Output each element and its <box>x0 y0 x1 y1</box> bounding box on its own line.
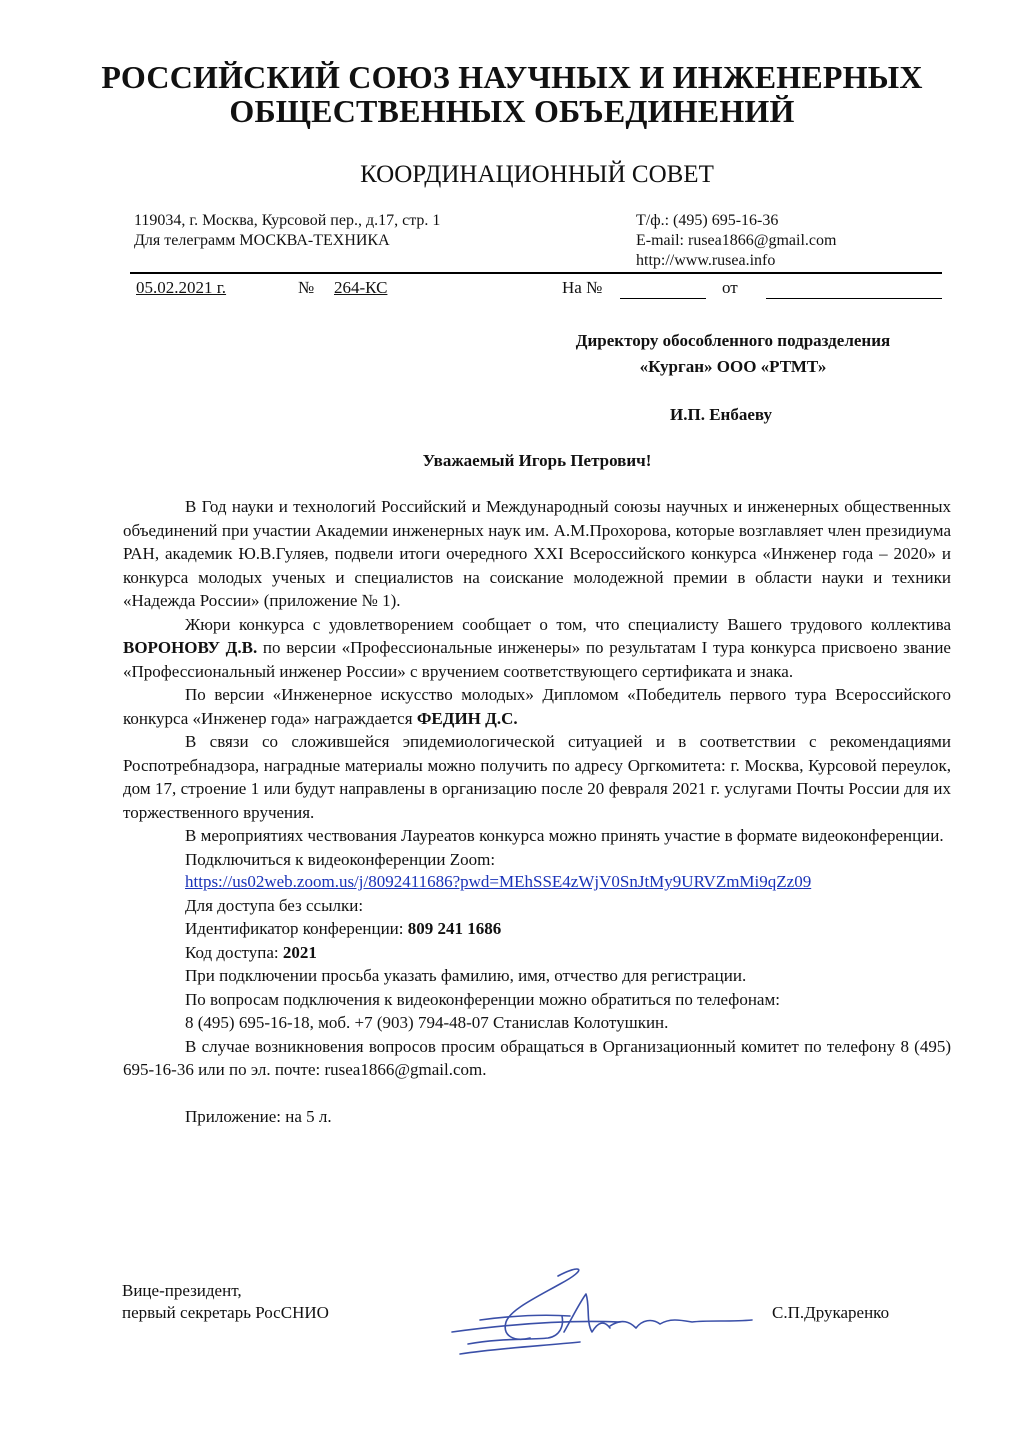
paragraph-videoconference: В мероприятиях чествования Лауреатов конкурса можно принять участие в формате видеоконференции. <box>185 826 944 845</box>
registration-note: При подключении просьба указать фамилию, имя, отчество для регистрации. <box>185 966 747 985</box>
email-line: E-mail: rusea1866@gmail.com <box>636 232 837 249</box>
paragraph-delivery: В связи со сложившейся эпидемиологической ситуацией и в соответствии с рекомендациями Роспотребнадзора, наградные материалы можно получить по адресу Оргкомитета: г. Москва, Курсовой переулок, дом 17, строение 1 или будут направлены в организацию после 20 февраля 2021 г. услугами Почты России для их торжественного вручения. <box>123 732 951 822</box>
paragraph-final: В случае возникновения вопросов просим обращаться в Организационный комитет по телефону 8 (495) 695-16-36 или по эл. почте: rusea1866@gmail.com. <box>123 1036 951 1079</box>
paragraph-results: В Год науки и технологий Российский и Международный союзы научных и инженерных общественных объединений при участии Академии инженерных наук им. А.М.Прохорова, которые возглавляет член президиума РАН, академик Ю.В.Гуляев, подвели итоги очередного XXI Всероссийского конкурса «Инженер года – 2020» и конкурса молодых ученых и специалистов на соискание молодежной премии в области науки и техники «Надежда России» (приложение № 1). <box>123 497 951 610</box>
organization-title-line2: ОБЩЕСТВЕННЫХ ОБЪЕДИНЕНИЙ <box>229 93 795 129</box>
paragraph-young-engineers: По версии «Инженерное искусство молодых» Дипломом «Победитель первого тура Всероссийского конкурса «Инженер года» награждается ФЕДИН Д.С. <box>123 685 951 728</box>
reference-number-blank <box>620 281 706 299</box>
address-line: 119034, г. Москва, Курсовой пер., д.17, стр. 1 <box>134 212 441 229</box>
paragraph-professional-engineer: Жюри конкурса с удовлетворением сообщает о том, что специалисту Вашего трудового коллектива ВОРОНОВУ Д.В. по версии «Профессиональные инженеры» по результатам I тура конкурса присвоено звание «Профессиональный инженер России» с вручением соответствующего сертификата и знака. <box>123 614 951 681</box>
addressee-position: Директору обособленного подразделения <box>575 331 891 350</box>
council-name: КООРДИНАЦИОННЫЙ СОВЕТ <box>360 161 714 188</box>
reference-date-label: от <box>722 278 738 297</box>
salutation: Уважаемый Игорь Петрович! <box>422 451 652 470</box>
organization-title <box>0 60 1024 128</box>
diploma-winner-name: ФЕДИН Д.С. <box>416 708 518 728</box>
access-code-line: Код доступа: 2021 <box>185 942 317 962</box>
conference-id: 809 241 1686 <box>407 919 502 938</box>
addressee-block <box>520 328 946 380</box>
outgoing-date: 05.02.2021 г. <box>136 278 227 297</box>
letter-body <box>123 495 951 1128</box>
zoom-link[interactable]: https://us02web.zoom.us/j/8092411686?pwd=MEhSSE4zWjV0SnJtMy9URVZmMi9qZz09 <box>185 872 812 891</box>
outgoing-number: 264-КС <box>334 278 388 297</box>
number-label: № <box>298 278 315 297</box>
attachment-note: Приложение: на 5 л. <box>185 1106 332 1126</box>
zoom-label: Подключиться к видеоконференции Zoom: <box>185 849 496 869</box>
signatory-title-line2: первый секретарь РосСНИО <box>122 1303 329 1322</box>
telegram-line: Для телеграмм МОСКВА-ТЕХНИКА <box>134 232 390 249</box>
signatory-title-line1: Вице-президент, <box>122 1281 242 1300</box>
zoom-link-line <box>123 870 951 894</box>
reference-date-blank <box>766 281 942 299</box>
awardee-name: ВОРОНОВУ Д.В. <box>123 638 258 657</box>
address-block <box>134 211 440 251</box>
signatory-name: С.П.Друкаренко <box>772 1303 890 1322</box>
reference-number-label: На № <box>562 278 603 297</box>
contact-note: По вопросам подключения к видеоконференции можно обратиться по телефонам: <box>185 989 780 1009</box>
contacts-block <box>636 211 836 271</box>
header-divider <box>130 272 942 274</box>
addressee-organization: «Курган» ООО «РТМТ» <box>639 357 827 376</box>
signatory-title <box>122 1280 329 1324</box>
organization-title-line1: РОССИЙСКИЙ СОЮЗ НАУЧНЫХ И ИНЖЕНЕРНЫХ <box>101 59 923 95</box>
access-code: 2021 <box>282 942 317 962</box>
no-link-label: Для доступа без ссылки: <box>185 895 364 915</box>
contact-phones: 8 (495) 695-16-18, моб. +7 (903) 794-48-07 Станислав Колотушкин. <box>185 1013 669 1032</box>
handwritten-signature <box>440 1262 770 1372</box>
conference-id-line: Идентификатор конференции: 809 241 1686 <box>185 919 502 938</box>
addressee-name: И.П. Енбаеву <box>670 405 772 424</box>
website-line: http://www.rusea.info <box>636 252 776 269</box>
phone-line: Т/ф.: (495) 695-16-36 <box>636 212 779 229</box>
